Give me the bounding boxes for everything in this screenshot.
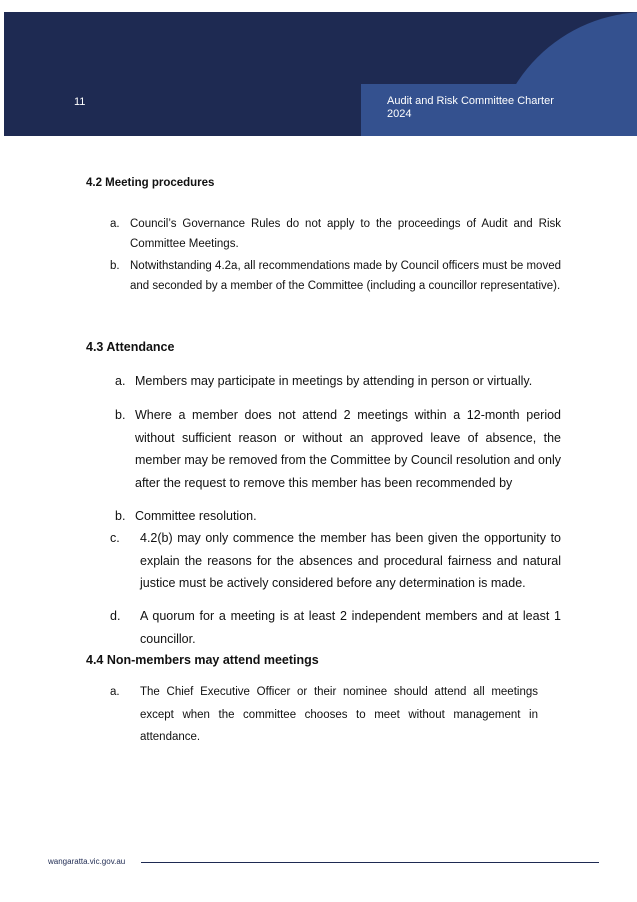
list-marker: b. <box>115 509 126 523</box>
footer-divider <box>141 862 599 863</box>
section-heading-attendance: 4.3 Attendance <box>86 340 175 354</box>
list-marker: b. <box>110 260 120 272</box>
list-marker: a. <box>110 686 120 698</box>
list-item-text: Council’s Governance Rules do not apply to the proceedings of Audit and Risk Committee Meetings. <box>130 218 561 250</box>
list-item-text: The Chief Executive Officer or their nominee should attend all meetings except when the committee chooses to meet without management in attendance. <box>140 686 538 743</box>
list-marker: b. <box>115 408 126 422</box>
list-marker: c. <box>110 531 120 545</box>
footer-website: wangaratta.vic.gov.au <box>48 857 126 866</box>
list-item-text: Where a member does not attend 2 meetings within a 12-month period without sufficient reason or without an approved leave of absence, the member may be removed from the Committee by Council resolution and only after the request to remove this member has been recommended by <box>135 408 561 490</box>
page-number: 11 <box>74 96 86 108</box>
list-item-text: A quorum for a meeting is at least 2 independent members and at least 1 councillor. <box>140 609 561 646</box>
document-title <box>387 95 587 121</box>
section-heading-meeting-procedures: 4.2 Meeting procedures <box>86 177 215 189</box>
section-heading-non-members: 4.4 Non-members may attend meetings <box>86 653 319 667</box>
list-item-text: Notwithstanding 4.2a, all recommendations made by Council officers must be moved and seconded by a member of the Committee (including a councillor representative). <box>130 260 561 292</box>
list-item-text: Members may participate in meetings by attending in person or virtually. <box>135 374 533 388</box>
list-marker: a. <box>110 218 120 230</box>
list-item-text: 4.2(b) may only commence the member has been given the opportunity to explain the reasons for the absences and procedural fairness and natural justice must be actively considered before any determination is made. <box>140 531 561 590</box>
list-marker: d. <box>110 609 121 623</box>
list-marker: a. <box>115 374 126 388</box>
list-item-text: Committee resolution. <box>135 509 257 523</box>
document-title-line1: Audit and Risk Committee Charter <box>387 95 554 107</box>
document-title-line2: 2024 <box>387 108 412 120</box>
